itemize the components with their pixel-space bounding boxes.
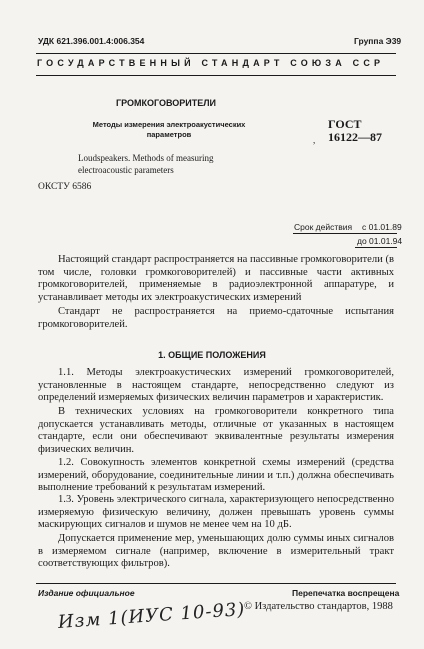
subtitle-ru: Методы измерения электроакустических параметров bbox=[92, 120, 246, 139]
standard-line: ГОСУДАРСТВЕННЫЙ СТАНДАРТ СОЮЗА ССР bbox=[37, 58, 385, 68]
copyright: © Издательство стандартов, 1988 bbox=[244, 601, 393, 612]
handwritten-amendment-note: Изм 1(ИУС 10-93) bbox=[57, 598, 247, 633]
header-bottom-rule bbox=[36, 75, 396, 76]
paragraph-1-1-note: В технических условиях на громкоговорители конкретного типа допускается устанавливать методы, отличные от указанных в настоящем стандарте, если они обеспечивают эквивалентные результаты измерения физических величин. bbox=[38, 406, 394, 455]
header-top-rule bbox=[36, 53, 396, 54]
validity-label: Срок действия bbox=[294, 222, 353, 232]
intro-paragraph-2: Стандарт не распространяется на приемо-сдаточные испытания громкоговорителей. bbox=[38, 306, 394, 330]
section-title: 1. ОБЩИЕ ПОЛОЖЕНИЯ bbox=[158, 350, 266, 360]
udk-code: УДК 621.396.001.4:006.354 bbox=[38, 36, 145, 46]
paragraph-1-3: 1.3. Уровень электрического сигнала, характеризующего непосредственно измеряемую физическую величину, должен превышать уровень суммы маскирующих сигналов и шумов не менее чем на 10 дБ. bbox=[38, 494, 394, 531]
official-edition: Издание официальное bbox=[38, 588, 135, 598]
okstu-code: ОКСТУ 6586 bbox=[38, 182, 92, 192]
validity-to: до 01.01.94 bbox=[357, 236, 403, 246]
reprint-notice: Перепечатка воспрещена bbox=[292, 588, 400, 598]
validity-rule-1 bbox=[293, 233, 397, 234]
group-code: Группа Э39 bbox=[354, 36, 402, 46]
footer-rule bbox=[36, 583, 396, 584]
paragraph-1-3-note: Допускается применение мер, уменьшающих долю суммы иных сигналов в измеряемом сигнале (например, включение в измерительный тракт соответствующих фильтров). bbox=[38, 533, 394, 570]
validity-rule-2 bbox=[355, 247, 397, 248]
gost-label: ГОСТ bbox=[328, 117, 362, 131]
intro-paragraph-1: Настоящий стандарт распространяется на пассивные громкоговорители (в том числе, головки громкоговорителей) и пассивные части активных громкоговорителей, применяемые в радиоэлектронной аппаратуре, и устанавливает методы их электроакустических измерений bbox=[38, 254, 394, 303]
paragraph-1-2: 1.2. Совокупность элементов конкретной схемы измерений (средства измерений, оборудование, соединительные линии и т.п.) должна обеспечивать выполнение требований к результатам измерений. bbox=[38, 457, 394, 494]
validity-from: с 01.01.89 bbox=[362, 222, 402, 232]
paragraph-1-1: 1.1. Методы электроакустических измерений громкоговорителей, установленные в настоящем стандарте, непосредственно следуют из определений измеряемых физических величин параметров и характеристик. bbox=[38, 367, 394, 404]
gost-number: 16122—87 bbox=[328, 130, 382, 144]
title-ru: ГРОМКОГОВОРИТЕЛИ bbox=[116, 98, 216, 108]
dot-mark: , bbox=[313, 135, 316, 145]
title-en: Loudspeakers. Methods of measuring electroacoustic parameters bbox=[78, 153, 214, 175]
